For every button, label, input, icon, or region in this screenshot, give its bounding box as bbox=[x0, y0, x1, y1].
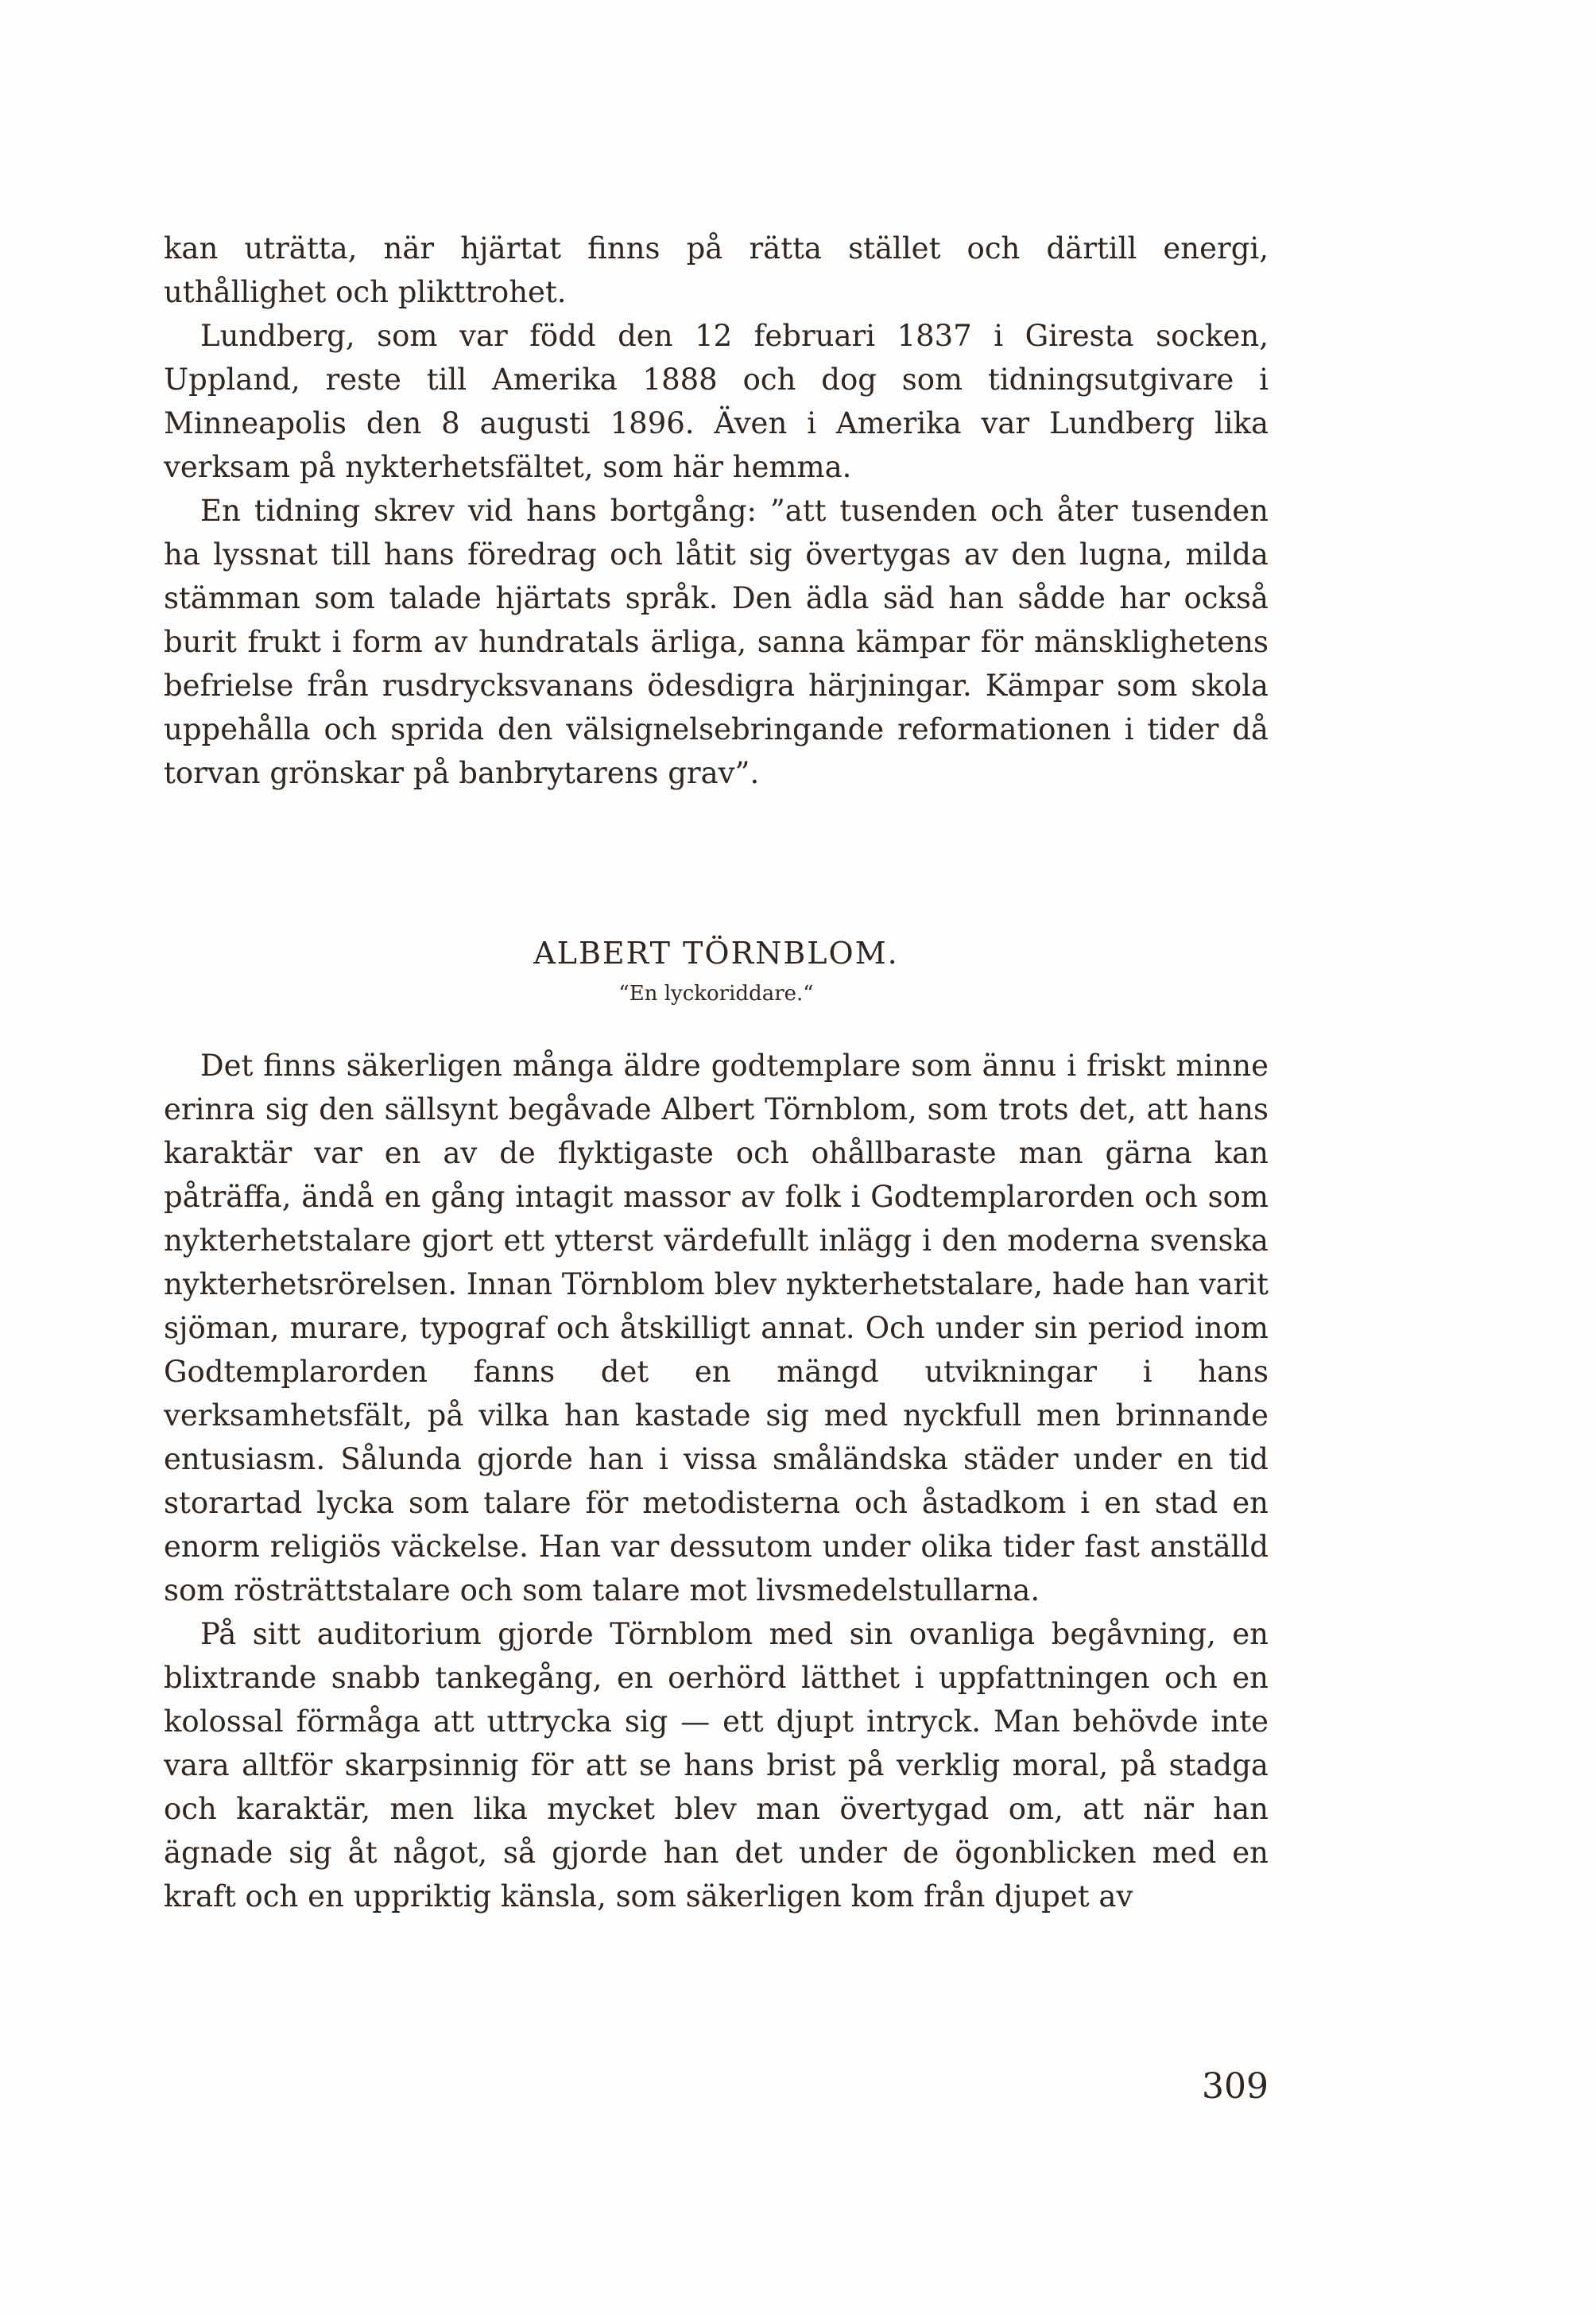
top-text-block bbox=[164, 227, 1269, 795]
paragraph-continuation: kan uträtta, när hjärtat finns på rätta stället och därtill energi, uthållighet och plikttrohet. bbox=[164, 231, 1269, 309]
paragraph-lundberg-bio: Lundberg, som var född den 12 februari 1837 i Giresta socken, Uppland, reste till Amerika 1888 och dog som tidningsutgivare i Minneapolis den 8 augusti 1896. Även i Amerika var Lundberg lika verksam på nykterhetsfältet, som här hemma. bbox=[164, 319, 1269, 484]
section-title: ALBERT TÖRNBLOM. bbox=[533, 936, 899, 971]
paragraph-newspaper-quote: En tidning skrev vid hans bortgång: ”att tusenden och åter tusenden ha lyssnat till hans föredrag och låtit sig övertygas av den lugna, milda stämman som talade hjärtats språk. Den ädla säd han sådde har också burit frukt i form av hundratals ärliga, sanna kämpar för mänsklighetens befrielse från rusdrycksvanans ödesdigra härjningar. Kämpar som skola uppehålla och sprida den välsignelsebringande reformationen i tider då torvan grönskar på banbrytarens grav”. bbox=[164, 494, 1269, 790]
section-subtitle: “En lyckoriddare.“ bbox=[618, 982, 814, 1006]
section-text-block bbox=[164, 1044, 1269, 1918]
page-number: 309 bbox=[1202, 2066, 1269, 2107]
paragraph-tornblom-audience: På sitt auditorium gjorde Törnblom med sin ovanliga begåvning, en blixtrande snabb tankegång, en oerhörd lätthet i uppfattningen och en kolossal förmåga att uttrycka sig — ett djupt intryck. Man behövde inte vara alltför skarpsinnig för att se hans brist på verklig moral, på stadga och karaktär, men lika mycket blev man övertygad om, att när han ägnade sig åt något, så gjorde han det under de ögonblicken med en kraft och en uppriktig känsla, som säkerligen kom från djupet av bbox=[164, 1617, 1269, 1914]
paragraph-tornblom-intro: Det finns säkerligen många äldre godtemplare som ännu i friskt minne erinra sig den sällsynt begåvade Albert Törnblom, som trots det, att hans karaktär var en av de flyktigaste och ohållbaraste man gärna kan påträffa, ändå en gång intagit massor av folk i Godtemplarorden och som nykterhetstalare gjort ett ytterst värdefullt inlägg i den moderna svenska nykterhetsrörelsen. Innan Törnblom blev nykterhetstalare, hade han varit sjöman, murare, typograf och åtskilligt annat. Och under sin period inom Godtemplarorden fanns det en mängd utvikningar i hans verksamhetsfält, på vilka han kastade sig med nyckfull men brinnande entusiasm. Sålunda gjorde han i vissa småländska städer under en tid storartad lycka som talare för metodisterna och åstadkom i en stad en enorm religiös väckelse. Han var dessutom under olika tider fast anställd som rösträttstalare och som talare mot livsmedelstullarna. bbox=[164, 1049, 1269, 1607]
